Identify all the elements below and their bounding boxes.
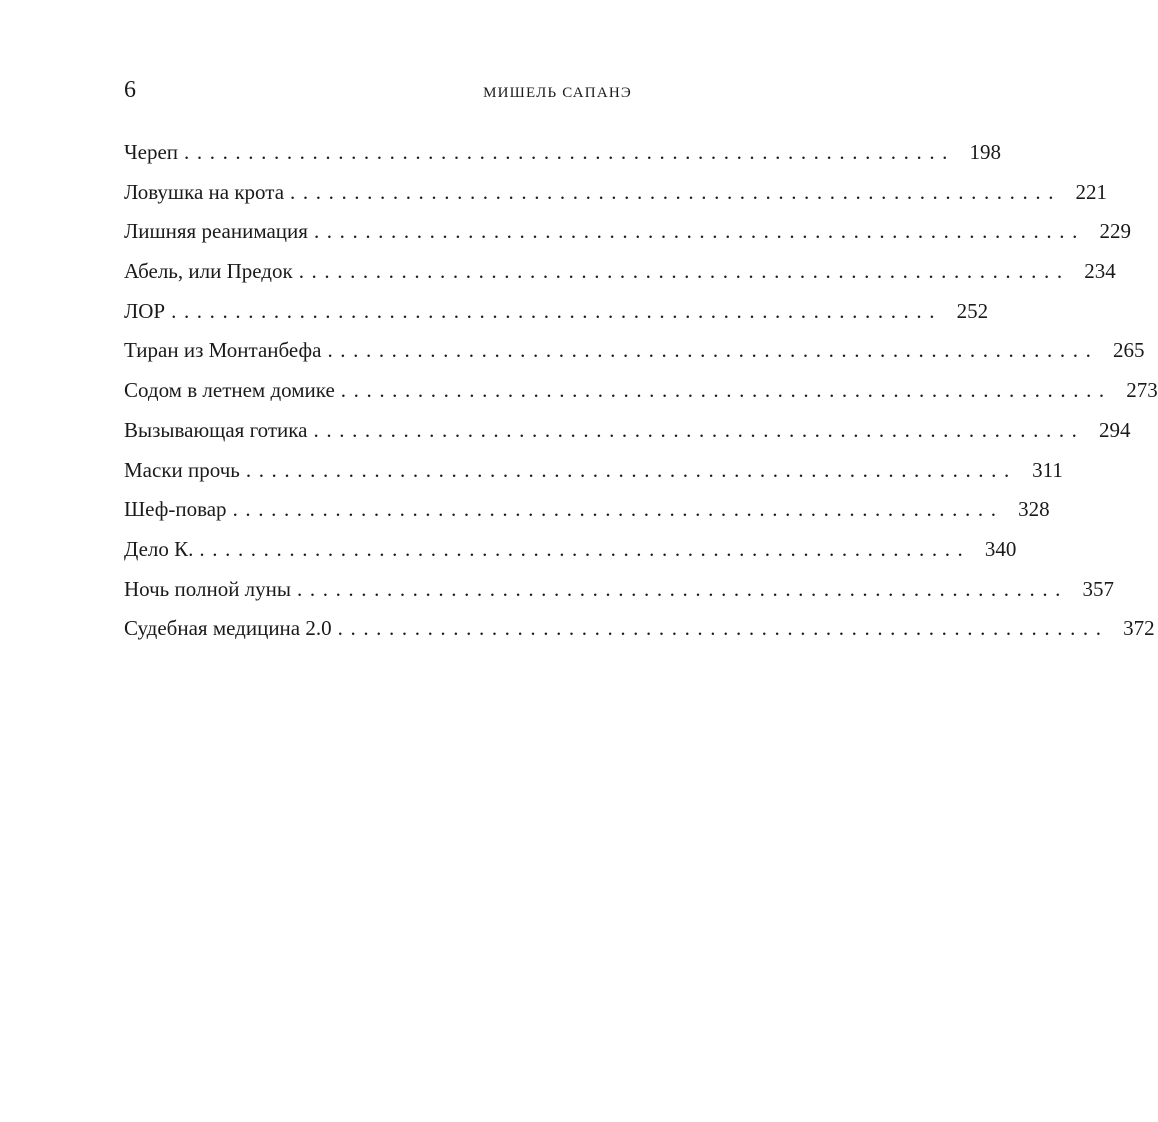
- dot-leader: ............................................................: [313, 219, 1085, 244]
- toc-entry-title: Шеф-повар: [124, 497, 227, 522]
- toc-entry-page: 221: [1075, 179, 1108, 204]
- toc-entry-page: 198: [969, 140, 1002, 164]
- dot-leader: ............................................................: [337, 616, 1109, 641]
- toc-entry-title: Ночь полной луны: [124, 576, 292, 601]
- toc-entry: [124, 136, 1002, 176]
- dot-leader: ............................................................: [199, 536, 971, 561]
- toc-entry: [124, 573, 1115, 613]
- running-head: МИШЕЛЬ САПАНЭ: [483, 85, 632, 101]
- toc-entry-page: 273: [1126, 378, 1158, 403]
- toc-entry: [124, 295, 989, 335]
- toc-entry: [124, 255, 1116, 295]
- dot-leader: ............................................................: [184, 140, 956, 164]
- toc-entry-title: Дело К.: [124, 536, 194, 561]
- table-of-contents: [124, 136, 1158, 652]
- toc-entry-page: 340: [984, 536, 1017, 561]
- toc-entry-title: Череп: [124, 140, 179, 164]
- toc-entry-page: 252: [956, 298, 989, 323]
- dot-leader: ............................................................: [245, 457, 1017, 482]
- toc-entry: [124, 176, 1108, 216]
- toc-entry: [124, 612, 1155, 652]
- toc-entry: [124, 414, 1131, 454]
- toc-entry: [124, 533, 1017, 573]
- toc-entry-page: 265: [1112, 338, 1145, 363]
- dot-leader: ............................................................: [297, 576, 1069, 601]
- dot-leader: ............................................................: [298, 259, 1070, 284]
- toc-entry: [124, 454, 1063, 494]
- toc-entry-page: 311: [1032, 457, 1063, 482]
- toc-entry-page: 234: [1084, 259, 1116, 284]
- toc-entry-title: Содом в летнем домике: [124, 378, 335, 403]
- toc-entry-title: Лишняя реанимация: [124, 219, 308, 244]
- toc-entry: [124, 374, 1158, 414]
- toc-entry-title: Судебная медицина 2.0: [124, 616, 332, 641]
- toc-entry-title: ЛОР: [124, 298, 166, 323]
- toc-entry-title: Абель, или Предок: [124, 259, 293, 284]
- page-number: 6: [124, 77, 136, 103]
- toc-entry-page: 229: [1099, 219, 1131, 244]
- toc-entry-page: 357: [1082, 576, 1115, 601]
- toc-entry-page: 328: [1018, 497, 1050, 522]
- toc-entry-title: Вызывающая готика: [124, 417, 308, 442]
- toc-entry-title: Маски прочь: [124, 457, 240, 482]
- toc-entry-title: Тиран из Монтанбефа: [124, 338, 322, 363]
- toc-entry-page: 294: [1099, 417, 1131, 442]
- dot-leader: ............................................................: [232, 497, 1004, 522]
- toc-entry-title: Ловушка на крота: [124, 179, 285, 204]
- toc-entry: [124, 493, 1050, 533]
- toc-entry: [124, 215, 1131, 255]
- dot-leader: ............................................................: [290, 179, 1062, 204]
- dot-leader: ............................................................: [313, 417, 1085, 442]
- dot-leader: ............................................................: [327, 338, 1099, 363]
- toc-entry-page: 372: [1123, 616, 1155, 641]
- dot-leader: ............................................................: [340, 378, 1112, 403]
- toc-entry: [124, 334, 1145, 374]
- dot-leader: ............................................................: [171, 298, 943, 323]
